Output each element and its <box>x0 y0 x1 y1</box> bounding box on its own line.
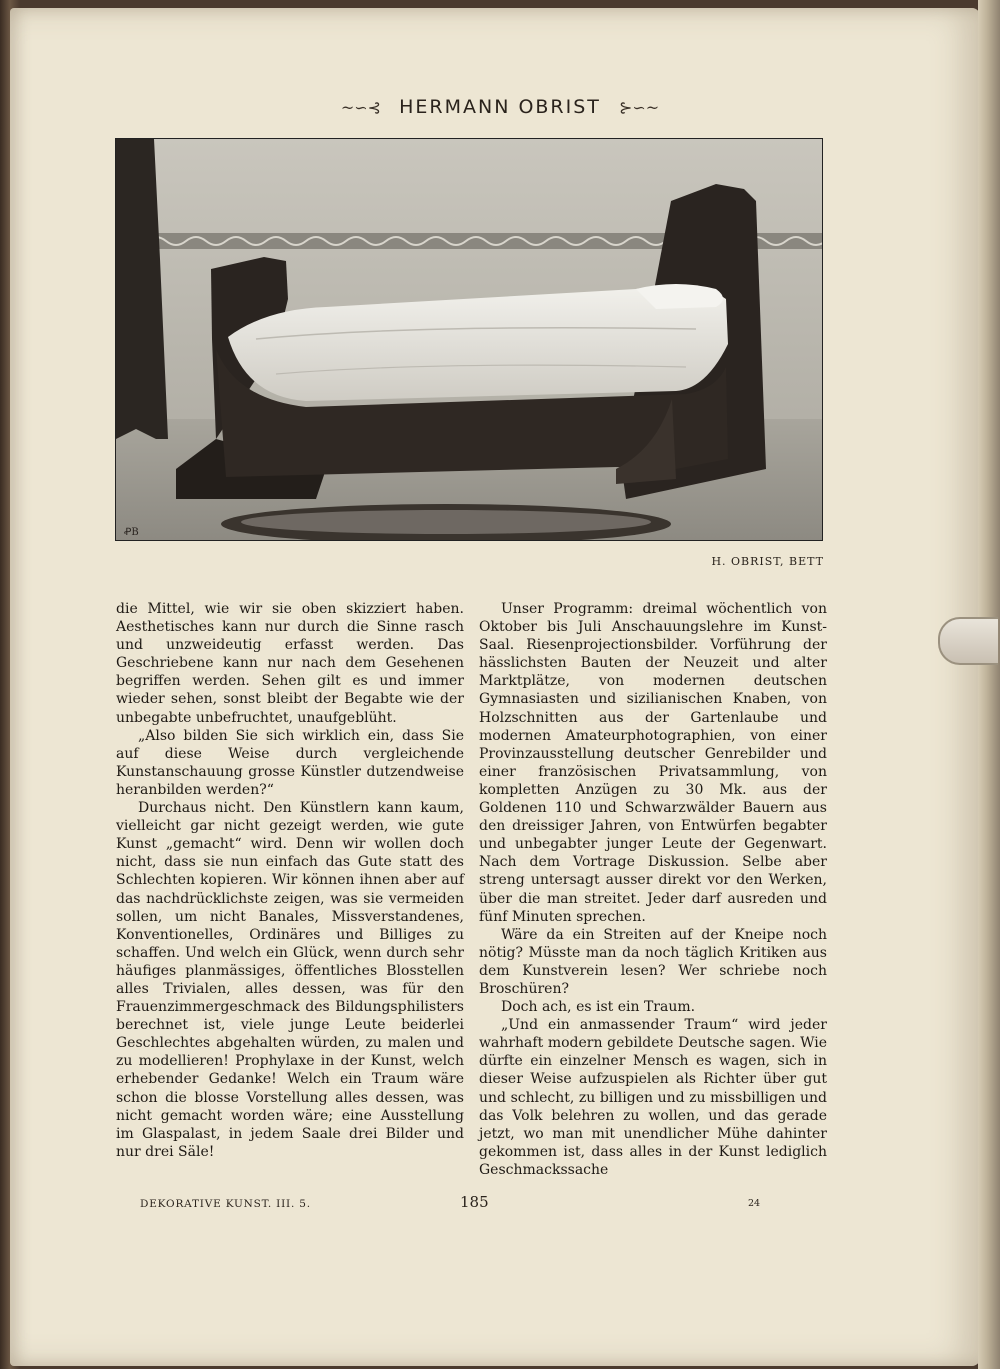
running-head <box>0 96 1000 118</box>
journal-reference: DEKORATIVE KUNST. III. 5. <box>140 1198 311 1210</box>
paragraph: Doch ach, es ist ein Traum. <box>501 999 696 1016</box>
bed-photograph <box>115 138 823 541</box>
paragraph: Durchaus nicht. Den Künstlern kann kaum, vielleicht gar nicht gezeigt werden, wie gute Kunst „gemacht“ wird. Denn wir wollen doch nicht, dass sie nun einfach das Gute statt des Schlechten kopieren. Wir können ihnen aber auf das nachdrücklichste zeigen, was sie vermeiden sollen, um nicht Banales, Missverstandenes, Konventionelles, Ordinäres und Billiges zu schaffen. Und welch ein Glück, wenn durch sehr häufiges planmässiges, öffentliches Blosstellen alles Trivialen, alles dessen, was für den Frauenzimmergeschmack des Bildungsphilisters berechnet ist, viele junge Leute beiderlei Geschlechtes abgehalten würden, zu malen und zu modellieren! Prophylaxe in der Kunst, welch erhebender Gedanke! Welch ein Traum wäre schon die blosse Vorstellung alles dessen, was nicht gemacht worden wäre; eine Ausstellung im Glaspalast, in jedem Saale drei Bilder und nur drei Säle! <box>116 800 464 1160</box>
bed-illustration <box>116 139 822 540</box>
ornament-left-icon: ~∽⊰ <box>340 98 382 117</box>
paragraph: „Und ein anmassender Traum“ wird jeder wahrhaft modern gebildete Deutsche sagen. Wie dürfte ein einzelner Mensch es wagen, sich in dieser Weise aufzuspielen als Richter über gut und schlecht, zu billigen und zu missbilligen und das Volk belehren zu wollen, und das gerade jetzt, wo man mit unendlicher Mühe dahinter gekommen ist, dass alles in der Kunst lediglich Geschmackssache <box>479 1017 827 1178</box>
page-title: HERMANN OBRIST <box>399 96 601 118</box>
paragraph: die Mittel, wie wir sie oben skizziert haben. Aesthetisches kann nur durch die Sinne rasch und unzweideutig erfasst werden. Das Geschriebene kann nur nach dem Gesehenen begriffen werden. Sehen gilt es und immer wieder sehen, sonst bleibt der Begabte wie der unbegabte unbefruchtet, unaufgeblüht. <box>116 601 464 726</box>
paragraph: „Also bilden Sie sich wirklich ein, dass Sie auf diese Weise durch vergleichende Kunstanschauung grosse Künstler dutzendweise heranbilden werden?“ <box>116 727 464 798</box>
page-number: 185 <box>460 1193 489 1211</box>
figure-caption: H. OBRIST, BETT <box>711 555 824 568</box>
paragraph: Wäre da ein Streiten auf der Kneipe noch nötig? Müsste man da noch täglich Kritiken aus dem Kunstverein lesen? Wer schriebe noch Broschüren? <box>479 926 827 997</box>
paragraph: Unser Programm: dreimal wöchentlich von Oktober bis Juli Anschauungslehre im Kunst-Saal. Riesenprojectionsbilder. Vorführung der hässlichsten Bauten der Neuzeit und alter Marktplätze, von modernen deutschen Gymnasiasten und sizilianischen Knaben, von Holzschnitten aus der Gartenlaube und modernen Amateurphotographien, von einer Provinzausstellung deutscher Genrebilder und einer französischen Privatsammlung, von kompletten Anzügen zu 30 Mk. aus der Goldenen 110 und Schwarzwälder Bauern aus den dreissiger Jahren, von Entwürfen begabter und unbegabter junger Leute der Gegenwart. Nach dem Vortrage Diskussion. Selbe aber streng untersagt ausser direkt vor den Werken, über die man streitet. Jeder darf ausreden und fünf Minuten sprechen. <box>479 601 827 925</box>
text-column-right <box>479 600 827 1179</box>
signature-mark: 24 <box>748 1198 761 1209</box>
bookmark-clip <box>938 617 998 665</box>
text-column-left <box>116 600 464 1161</box>
ornament-right-icon: ⊱∽~ <box>618 98 660 117</box>
page-edge <box>978 0 1000 1369</box>
photographer-monogram: ꝒB <box>124 527 139 538</box>
